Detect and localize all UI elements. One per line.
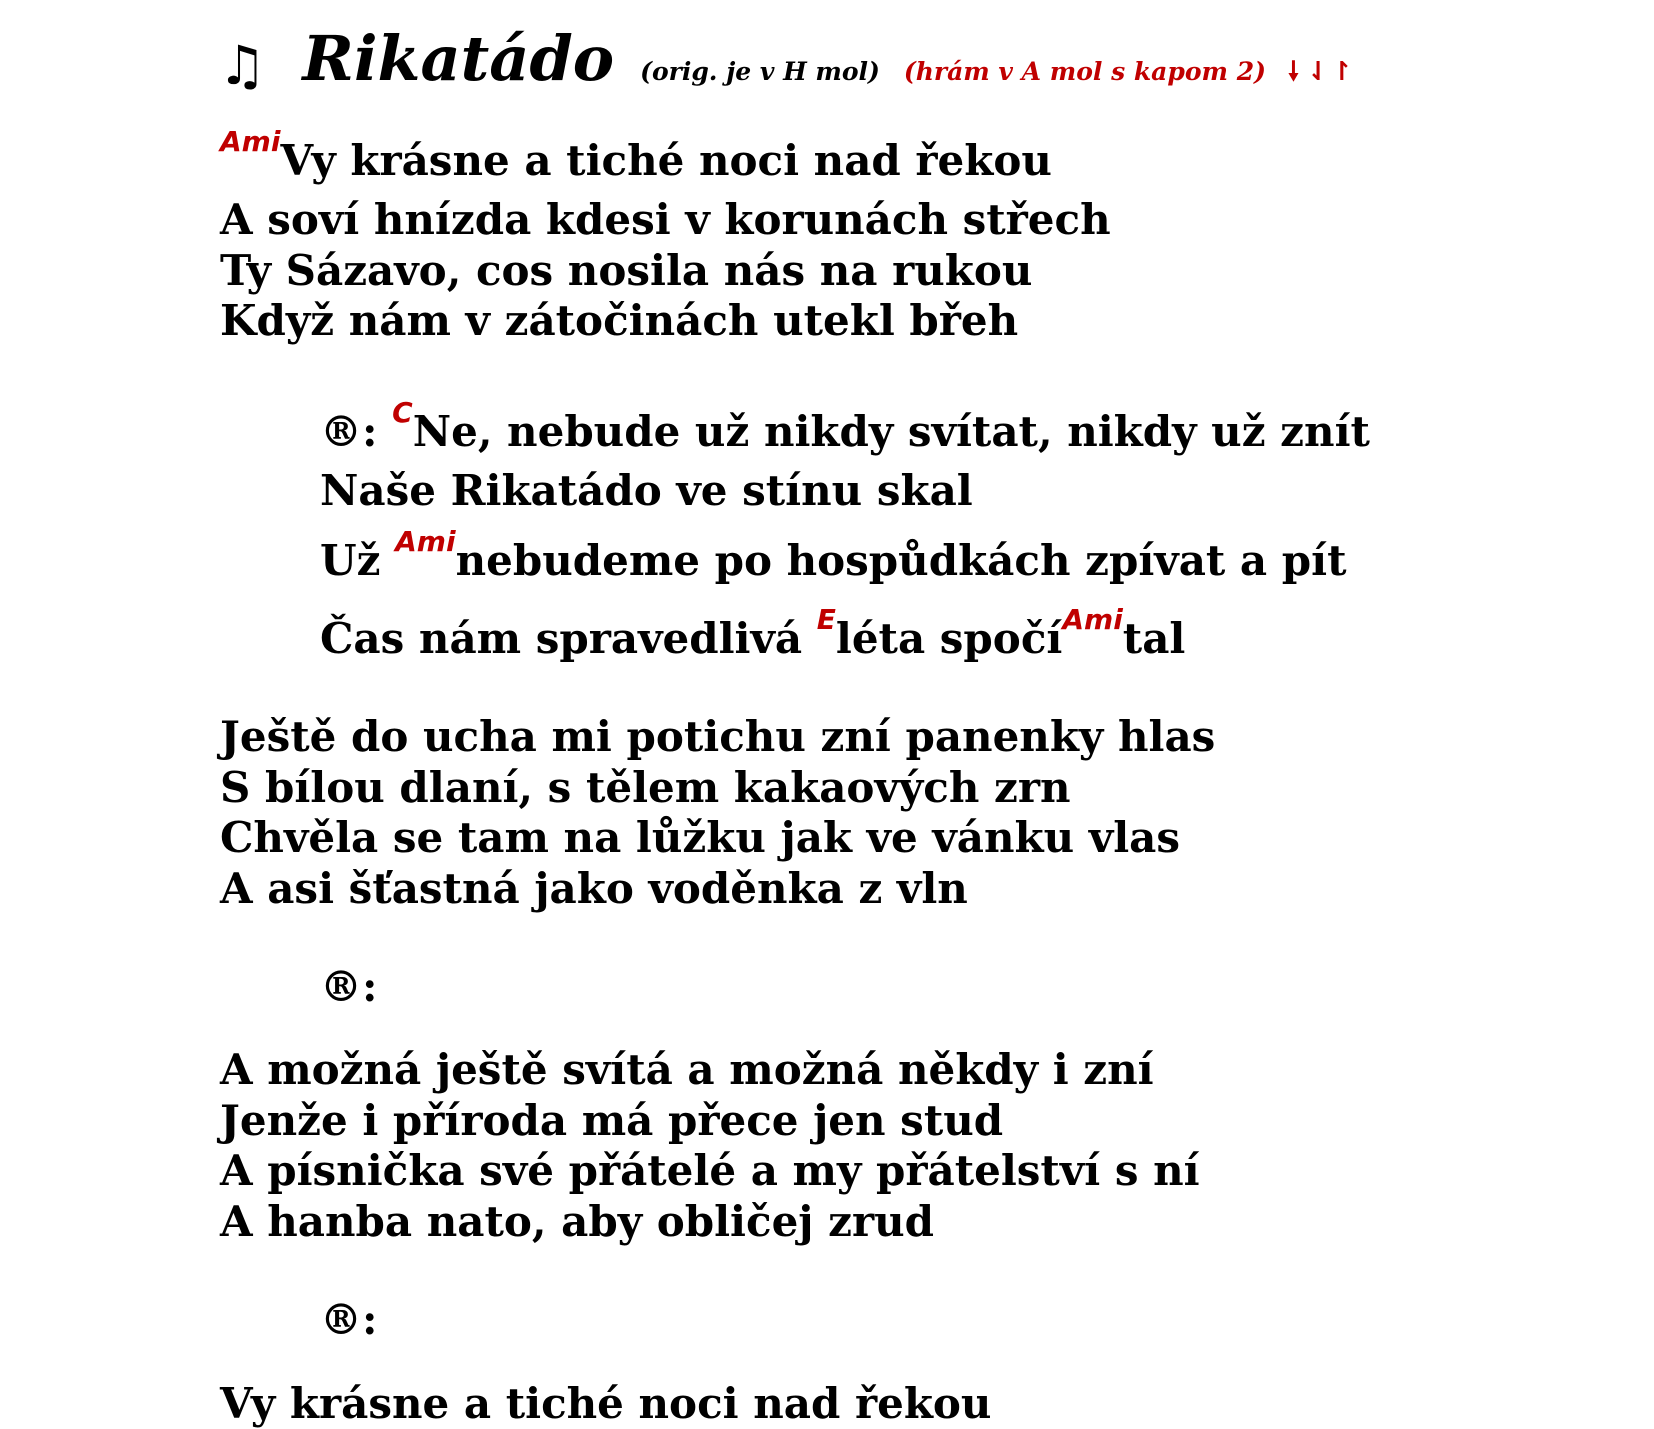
transpose-controls	[1288, 53, 1355, 97]
arrow-updown-icon[interactable]: ⇃↾	[1307, 57, 1355, 87]
arrow-down-icon[interactable]: 🠗	[1287, 57, 1302, 87]
chorus-line1	[320, 396, 1370, 456]
verse2-line4: A asi šťastná jako voděnka z vln	[220, 864, 968, 913]
chorus-line2: Naše Rikatádo ve stínu skal	[320, 466, 973, 515]
chord-e: E	[816, 603, 836, 636]
original-key-note: (orig. je v H mol)	[640, 57, 880, 86]
lyric-text: tal	[1122, 614, 1186, 663]
outro-line1: Vy krásne a tiché noci nad řekou	[220, 1379, 992, 1428]
verse3-line1: A možná ještě svítá a možná někdy i zní	[220, 1045, 1154, 1094]
verse3-line4: A hanba nato, aby obličej zrud	[220, 1197, 934, 1246]
music-note-icon: ♫	[218, 34, 267, 97]
chorus-reference	[320, 1295, 378, 1344]
lyric-text: Čas nám spravedlivá	[320, 614, 817, 663]
verse2-line3: Chvěla se tam na lůžku jak ve vánku vlas	[220, 813, 1181, 862]
lyric-text: nebudeme po hospůdkách zpívat a pít	[455, 536, 1347, 585]
verse1-line3: Ty Sázavo, cos nosila nás na rukou	[220, 246, 1033, 295]
verse3-line3: A písnička své přátelé a my přátelství s ní	[220, 1146, 1200, 1195]
chord-c: C	[392, 396, 413, 429]
refrain-mark: ®:	[320, 1295, 378, 1344]
chorus-line4	[320, 603, 1186, 663]
refrain-mark: ®:	[320, 407, 378, 456]
lyric-text: Ne, nebude už nikdy svítat, nikdy už znít	[412, 407, 1370, 456]
verse1-line4: Když nám v zátočinách utekl břeh	[220, 296, 1019, 345]
chorus-line3	[320, 525, 1347, 585]
verse1-line1	[220, 125, 1052, 185]
title-row	[218, 22, 1355, 97]
lyric-text: Už	[320, 536, 396, 585]
song-title: Rikatádo	[302, 22, 615, 95]
chord-ami: Ami	[220, 125, 281, 158]
verse2-line2: S bílou dlaní, s tělem kakaových zrn	[220, 763, 1071, 812]
lyric-text: léta spočí	[835, 614, 1063, 663]
chorus-reference	[320, 962, 378, 1011]
verse3-line2: Jenže i příroda má přece jen stud	[220, 1096, 1004, 1145]
chord-ami: Ami	[1062, 603, 1123, 636]
verse1-line2: A soví hnízda kdesi v korunách střech	[220, 195, 1111, 244]
play-key-note: (hrám v A mol s kapom 2)	[903, 57, 1266, 86]
verse2-line1: Ještě do ucha mi potichu zní panenky hlas	[220, 712, 1216, 761]
refrain-mark: ®:	[320, 962, 378, 1011]
lyric-text: Vy krásne a tiché noci nad řekou	[280, 136, 1052, 185]
chord-ami: Ami	[395, 525, 456, 558]
